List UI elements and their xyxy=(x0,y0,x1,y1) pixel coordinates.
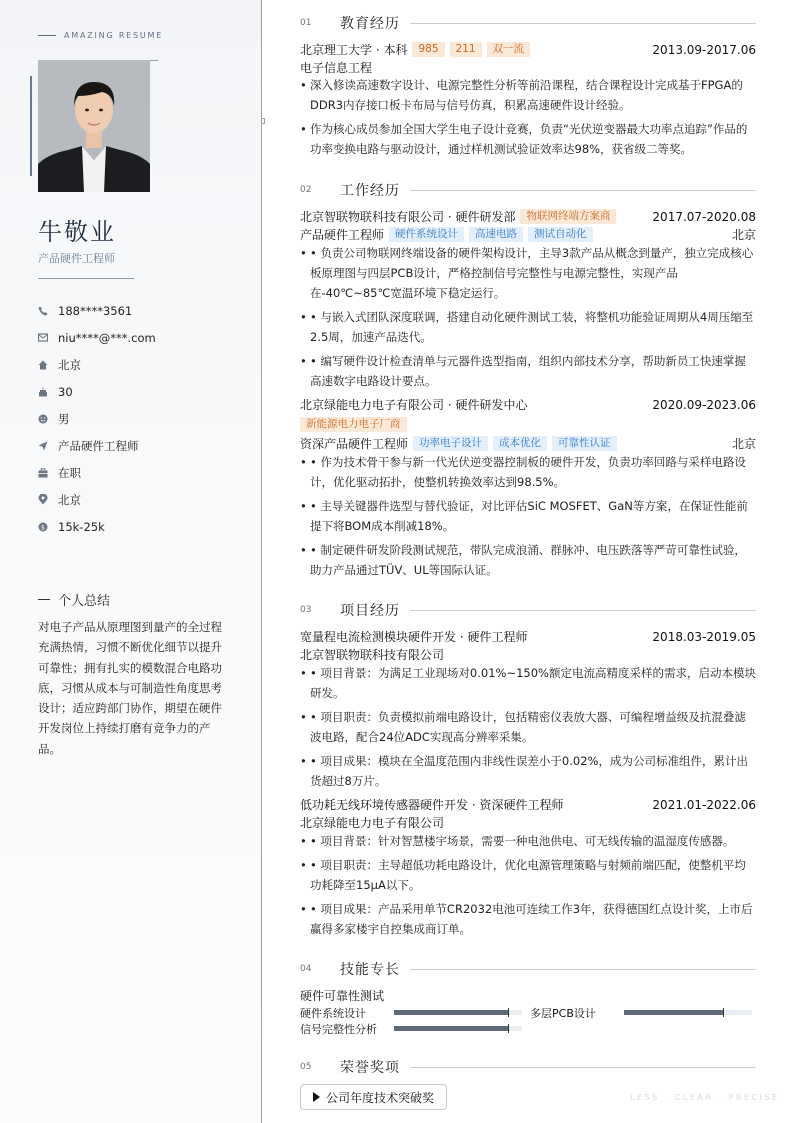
contact-hometown xyxy=(38,351,156,378)
project-row xyxy=(300,796,756,813)
project-name: 低功耗无线环境传感器硬件开发 · 资深硬件工程师 xyxy=(300,798,564,812)
section-title: 工作经历 xyxy=(340,183,400,199)
job-bullets xyxy=(300,243,756,395)
contact-value: 在职 xyxy=(58,465,81,480)
section-title: 教育经历 xyxy=(340,16,400,32)
list-item: • • 项目成果：模块在全温度范围内非线性误差小于0.02%，成为公司标准组件，累计出货超过8万片。 xyxy=(300,751,756,791)
contact-value: 30 xyxy=(58,384,73,399)
summary-title-text: 个人总结 xyxy=(58,594,111,609)
section-awards-header xyxy=(300,1057,756,1077)
job-position-row xyxy=(300,435,756,452)
education-bullets xyxy=(300,75,756,163)
project-name: 宽量程电流检测模块硬件开发 · 硬件工程师 xyxy=(300,630,528,644)
company-tag: 物联网终端方案商 xyxy=(520,209,616,224)
project-date: 2021.01-2022.06 xyxy=(652,797,756,812)
section-skills-header xyxy=(300,959,756,979)
section-number: 03 xyxy=(300,605,312,615)
timeline-marker xyxy=(261,118,265,124)
list-item: • • 编写硬件设计检查清单与元器件选型指南，组织内部技术分享，帮助新员工快速掌握高速数字电路设计要点。 xyxy=(300,351,756,391)
school-tag: 985 xyxy=(412,42,444,57)
education-major: 电子信息工程 xyxy=(300,61,373,75)
list-item: • • 与嵌入式团队深度联调，搭建自动化硬件测试工装，将整机功能验证周期从4周压缩至2.5周，加速产品迭代。 xyxy=(300,307,756,347)
education-date: 2013.09-2017.06 xyxy=(652,42,756,57)
candidate-role: 产品硬件工程师 xyxy=(38,252,115,265)
skill-bar xyxy=(394,1026,522,1031)
skill-tag: 高速电路 xyxy=(469,227,523,242)
skills-header-row xyxy=(300,987,756,1004)
job-position: 产品硬件工程师 xyxy=(300,228,385,242)
contact-value: 15k-25k xyxy=(58,519,105,534)
skill-tag: 测试自动化 xyxy=(528,227,593,242)
school-name: 北京理工大学 · 本科 xyxy=(300,43,408,57)
job-bullets xyxy=(300,452,756,584)
contact-value: niu****@***.com xyxy=(58,330,156,345)
section-work-header xyxy=(300,180,756,200)
list-item: • 作为核心成员参加全国大学生电子设计竞赛，负责“光伏逆变器最大功率点追踪”作品的功率变换电路与驱动设计，通过样机测试验证效率达98%，获省级二等奖。 xyxy=(300,119,756,159)
list-item: • • 项目背景：为满足工业现场对0.01%~150%额定电流高精度采样的需求，启动本模块研发。 xyxy=(300,663,756,703)
contact-list xyxy=(38,297,156,540)
list-item: • • 负责公司物联网终端设备的硬件架构设计，主导3款产品从概念到量产，独立完成核心板原理图与四层PCB设计，严格控制信号完整性与电源完整性，实现产品在-40℃~85℃宽温环境下稳定运行。 xyxy=(300,243,756,303)
skill-tag: 成本优化 xyxy=(493,436,547,451)
project-date: 2018.03-2019.05 xyxy=(652,629,756,644)
project-row xyxy=(300,628,756,645)
job-company-tag-row xyxy=(300,417,756,432)
skill-bar-fill xyxy=(624,1010,724,1015)
candidate-name: 牛敬业 xyxy=(38,218,116,246)
section-title: 荣誉奖项 xyxy=(340,1060,400,1076)
skill-bar-fill xyxy=(394,1026,509,1031)
section-education-header xyxy=(300,13,756,33)
briefcase-icon xyxy=(38,468,58,478)
skill-name: 硬件系统设计 xyxy=(300,1007,366,1020)
project-company: 北京绿能电力电子有限公司 xyxy=(300,816,445,830)
project-company: 北京智联物联科技有限公司 xyxy=(300,648,445,662)
education-major-row xyxy=(300,59,756,76)
contact-email xyxy=(38,324,156,351)
profile-photo xyxy=(38,60,150,192)
footer-tagline: LESS · CLEAR · PRECISE xyxy=(630,1093,780,1102)
cake-icon xyxy=(38,387,58,397)
money-icon xyxy=(38,522,58,532)
skill-name: 多层PCB设计 xyxy=(530,1007,596,1020)
skill-item xyxy=(300,1021,377,1037)
job-position-row xyxy=(300,226,756,243)
project-company-row xyxy=(300,814,756,831)
brand-text: AMAZING RESUME xyxy=(64,31,164,40)
contact-age xyxy=(38,378,156,405)
contact-value: 北京 xyxy=(58,492,81,507)
skill-item xyxy=(530,1005,596,1021)
job-date: 2017.07-2020.08 xyxy=(652,209,756,224)
summary-title xyxy=(38,590,110,609)
skill-tag: 硬件系统设计 xyxy=(389,227,464,242)
list-item: • 深入修读高速数字设计、电源完整性分析等前沿课程，结合课程设计完成基于FPGA的DDR3内存接口板卡布局与信号仿真，积累高速硬件设计经验。 xyxy=(300,75,756,115)
svg-text:$: $ xyxy=(40,522,46,531)
sidebar xyxy=(0,0,262,1123)
award-item[interactable] xyxy=(300,1084,447,1110)
section-number: 04 xyxy=(300,964,312,974)
skill-tag: 可靠性认证 xyxy=(552,436,617,451)
section-title: 技能专长 xyxy=(340,962,400,978)
skill-bar xyxy=(624,1010,752,1015)
phone-icon xyxy=(38,306,58,316)
photo-accent-line xyxy=(30,76,32,176)
school-tag: 211 xyxy=(450,42,482,57)
contact-status xyxy=(38,459,156,486)
job-company-row xyxy=(300,208,756,225)
contact-value: 北京 xyxy=(58,357,81,372)
company-name: 北京绿能电力电子有限公司 · 硬件研发中心 xyxy=(300,398,528,412)
send-icon xyxy=(38,441,58,451)
skill-bar xyxy=(394,1010,522,1015)
section-number: 01 xyxy=(300,18,312,28)
job-city: 北京 xyxy=(731,437,756,451)
skill-name: 信号完整性分析 xyxy=(300,1023,377,1036)
skill-item xyxy=(300,1005,366,1021)
brand xyxy=(38,31,163,40)
location-pin-icon xyxy=(38,494,58,505)
company-name: 北京智联物联科技有限公司 · 硬件研发部 xyxy=(300,210,516,224)
education-row xyxy=(300,41,756,58)
section-title: 项目经历 xyxy=(340,603,400,619)
list-item: • • 主导关键器件选型与替代验证，对比评估SiC MOSFET、GaN等方案，在保证性能前提下将BOM成本削减18%。 xyxy=(300,496,756,536)
award-name: 公司年度技术突破奖 xyxy=(326,1090,435,1105)
company-tag: 新能源电力电子厂商 xyxy=(300,417,407,432)
section-number: 05 xyxy=(300,1062,312,1072)
list-item: • • 项目职责：主导超低功耗电路设计，优化电源管理策略与射频前端匹配，使整机平均功耗降至15μA以下。 xyxy=(300,855,756,895)
job-company-row xyxy=(300,396,756,413)
skill-bar-fill xyxy=(394,1010,509,1015)
contact-value: 产品硬件工程师 xyxy=(58,438,139,453)
list-item: • • 项目职责：负责模拟前端电路设计，包括精密仪表放大器、可编程增益级及抗混叠滤波电路，配合24位ADC实现高分辨率采集。 xyxy=(300,707,756,747)
summary-text: 对电子产品从原理图到量产的全过程充满热情，习惯不断优化细节以提升可靠性；拥有扎实的模数混合电路功底，习惯从成本与可制造性角度思考设计；适应跨部门协作，期望在硬件开发岗位上持续打磨有竞争力的产品。 xyxy=(38,620,222,756)
job-city: 北京 xyxy=(731,228,756,242)
skills-header: 硬件可靠性测试 xyxy=(300,989,385,1003)
contact-target-role xyxy=(38,432,156,459)
contact-salary xyxy=(38,513,156,540)
list-item: • • 制定硬件研发阶段测试规范，带队完成浪涌、群脉冲、电压跌落等严苛可靠性试验，助力产品通过TÜV、UL等国际认证。 xyxy=(300,540,756,580)
list-item: • • 作为技术骨干参与新一代光伏逆变器控制板的硬件开发，负责功率回路与采样电路设计，优化驱动拓扑，使整机转换效率达到98.5%。 xyxy=(300,452,756,492)
list-item: • • 项目背景：针对智慧楼宇场景，需要一种电池供电、可无线传输的温湿度传感器。 xyxy=(300,831,756,851)
face-icon xyxy=(38,414,58,424)
project-bullets xyxy=(300,831,756,943)
list-item: • • 项目成果：产品采用单节CR2032电池可连续工作3年，获得德国红点设计奖，上市后赢得多家楼宇自控集成商订单。 xyxy=(300,899,756,939)
contact-value: 男 xyxy=(58,411,70,426)
project-company-row xyxy=(300,646,756,663)
contact-value: 188****3561 xyxy=(58,303,133,318)
job-position: 资深产品硬件工程师 xyxy=(300,437,409,451)
mail-icon xyxy=(38,333,58,342)
section-number: 02 xyxy=(300,185,312,195)
play-icon xyxy=(313,1092,320,1102)
contact-location xyxy=(38,486,156,513)
contact-phone xyxy=(38,297,156,324)
project-bullets xyxy=(300,663,756,795)
job-date: 2020.09-2023.06 xyxy=(652,397,756,412)
home-icon xyxy=(38,360,58,370)
section-projects-header xyxy=(300,600,756,620)
skill-tag: 功率电子设计 xyxy=(413,436,488,451)
school-tag: 双一流 xyxy=(487,42,531,57)
contact-gender xyxy=(38,405,156,432)
sidebar-divider xyxy=(38,278,134,279)
